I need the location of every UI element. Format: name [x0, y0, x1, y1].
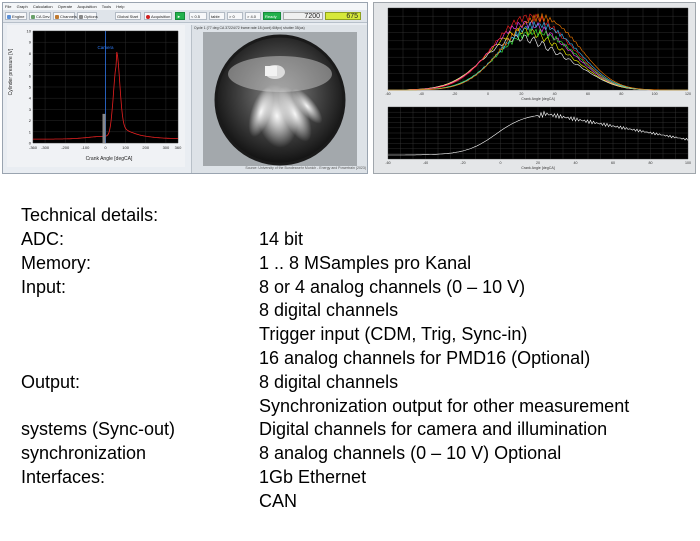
- device-icon: [31, 15, 35, 19]
- menu-operate[interactable]: Operate: [57, 4, 73, 9]
- menu-calculation[interactable]: Calculation: [32, 4, 53, 9]
- engine-button[interactable]: Engine: [5, 12, 27, 20]
- x-tick-label: 200: [142, 145, 150, 150]
- details-row: [21, 348, 691, 372]
- x-tick-label: 20: [536, 161, 540, 165]
- details-value: 8 or 4 analog channels (0 – 10 V): [259, 276, 526, 297]
- y-tick-label: 8: [28, 50, 31, 56]
- details-row: [21, 491, 691, 515]
- details-row: [21, 277, 691, 301]
- global-start-button[interactable]: Global Start: [115, 12, 141, 20]
- x-tick-label: 100: [685, 161, 691, 165]
- details-label: systems (Sync-out): [21, 419, 176, 440]
- x-tick-label: -40: [422, 161, 429, 165]
- x-tick-label: -300: [41, 145, 50, 150]
- details-label: Interfaces:: [21, 467, 106, 487]
- x-axis-label: Crank Angle [degCA]: [521, 166, 555, 170]
- details-row: [21, 419, 691, 443]
- details-value: CAN: [259, 490, 298, 511]
- y-tick-label: 1: [28, 129, 31, 135]
- menu-graph[interactable]: Graph: [16, 4, 28, 9]
- y-tick-label: 7: [28, 62, 31, 68]
- cycle-counter: 7200: [283, 12, 323, 20]
- camera-view-title: Cycle 1 (77 deg CA 37224/72 frame rate 18 (cont) 6Mpx) shutter 35(us): [194, 26, 305, 30]
- details-row: [21, 467, 691, 491]
- x-tick-label: 60: [611, 161, 615, 165]
- frame-counter: 675: [325, 12, 361, 20]
- ca-device-button[interactable]: CA Dev.: [29, 12, 51, 20]
- x-tick-label: -20: [452, 92, 458, 96]
- camera-view-panel: [191, 25, 368, 173]
- y-tick-label: 4: [28, 95, 31, 101]
- x-tick-label: -200: [61, 145, 70, 150]
- x-axis-label: Crank Angle [degCA]: [85, 156, 133, 162]
- details-value: 8 digital channels: [259, 300, 399, 321]
- pressure-plot-panel: [7, 25, 185, 167]
- details-value: 14 bit: [259, 229, 304, 249]
- previous-button[interactable]: < 0.5: [189, 12, 207, 20]
- next-button[interactable]: > 0: [227, 12, 243, 20]
- details-row: [21, 253, 691, 277]
- y-tick-label: 3: [28, 106, 31, 112]
- details-value: 8 analog channels (0 – 10 V) Optional: [259, 443, 562, 464]
- x-tick-label: 0: [499, 161, 502, 165]
- play-icon: ►: [177, 14, 181, 19]
- details-value: Synchronization output for other measurement: [259, 395, 630, 416]
- status-indicator: Ready: [263, 12, 281, 20]
- details-label: Memory:: [21, 252, 92, 273]
- x-tick-label: 120: [685, 92, 691, 96]
- y-tick-label: 6: [28, 73, 31, 79]
- x-tick-label: -100: [81, 145, 90, 150]
- play-button[interactable]: [175, 12, 185, 20]
- table-button[interactable]: table: [209, 12, 225, 20]
- pressure-plot: [7, 25, 185, 167]
- y-tick-label: 9: [28, 39, 31, 45]
- toolbar: [3, 10, 367, 23]
- y-tick-label: 5: [28, 84, 31, 90]
- details-value: 1 .. 8 MSamples pro Kanal: [259, 252, 472, 273]
- details-value: 1Gb Ethernet: [259, 467, 367, 487]
- x-tick-label: 20: [519, 92, 524, 96]
- x-tick-label: 100: [122, 145, 129, 150]
- combustion-chamber-image: [203, 32, 357, 166]
- channels-button[interactable]: Channels: [53, 12, 75, 20]
- y-tick-label: 0: [28, 140, 31, 146]
- y-axis-label: Cylinder pressure [V]: [8, 48, 14, 96]
- step-button[interactable]: > 4.0: [245, 12, 261, 20]
- menu-acquisition[interactable]: Acquisition: [77, 4, 97, 9]
- x-axis-label: Crank Angle [degCA]: [521, 97, 555, 101]
- details-label: Output:: [21, 371, 81, 392]
- x-tick-label: -40: [418, 92, 424, 96]
- multi-cycle-chart: [374, 3, 695, 103]
- x-tick-label: 40: [573, 161, 578, 165]
- engine-icon: [7, 15, 11, 19]
- x-tick-label: 60: [586, 92, 590, 96]
- channels-icon: [55, 15, 59, 19]
- x-tick-label: -60: [385, 92, 391, 96]
- x-tick-label: -360: [28, 145, 38, 150]
- daq-software-window: [2, 2, 368, 174]
- details-value: 8 digital channels: [259, 371, 399, 392]
- details-value: Digital channels for camera and illumination: [259, 419, 608, 440]
- details-row: [21, 324, 691, 348]
- camera-window-bar: [103, 114, 106, 143]
- menu-help[interactable]: Help: [116, 4, 125, 9]
- camera-marker-label: Camera: [97, 45, 114, 50]
- x-tick-label: 80: [619, 92, 624, 96]
- details-title: Technical details:: [21, 205, 159, 225]
- x-tick-label: 300: [162, 145, 170, 150]
- x-tick-label: 100: [651, 92, 658, 96]
- x-tick-label: 80: [648, 161, 653, 165]
- details-row: [21, 300, 691, 324]
- x-tick-label: 40: [552, 92, 557, 96]
- details-value: Trigger input (CDM, Trig, Sync-in): [259, 324, 528, 345]
- y-tick-label: 2: [28, 118, 31, 124]
- x-tick-label: -20: [460, 161, 466, 165]
- gear-icon: [79, 15, 83, 19]
- details-row: [21, 372, 691, 396]
- details-value: 16 analog channels for PMD16 (Optional): [259, 348, 591, 368]
- details-label: Input:: [21, 276, 67, 297]
- details-row: [21, 229, 691, 253]
- menu-file[interactable]: File: [5, 4, 12, 9]
- x-tick-label: 0: [104, 145, 107, 150]
- averaged-cycle-chart: [374, 103, 695, 173]
- details-row: [21, 443, 691, 467]
- options-button[interactable]: Options: [77, 12, 97, 20]
- image-source-note: Source: University of the Bundeswehr Munich - Energy and Powertrain (2023): [245, 166, 366, 170]
- details-label: ADC:: [21, 229, 65, 249]
- details-row: [21, 396, 691, 420]
- x-tick-label: 0: [487, 92, 489, 96]
- heat-release-charts: [373, 2, 696, 174]
- menu-bar: [3, 3, 367, 10]
- x-tick-label: 360: [174, 145, 182, 150]
- acquisition-button[interactable]: Acquisition: [144, 12, 172, 20]
- details-label: synchronization: [21, 443, 147, 464]
- x-tick-label: -60: [385, 161, 391, 165]
- y-tick-label: 10: [26, 28, 31, 34]
- record-icon: [146, 15, 150, 19]
- menu-tools[interactable]: Tools: [101, 4, 112, 9]
